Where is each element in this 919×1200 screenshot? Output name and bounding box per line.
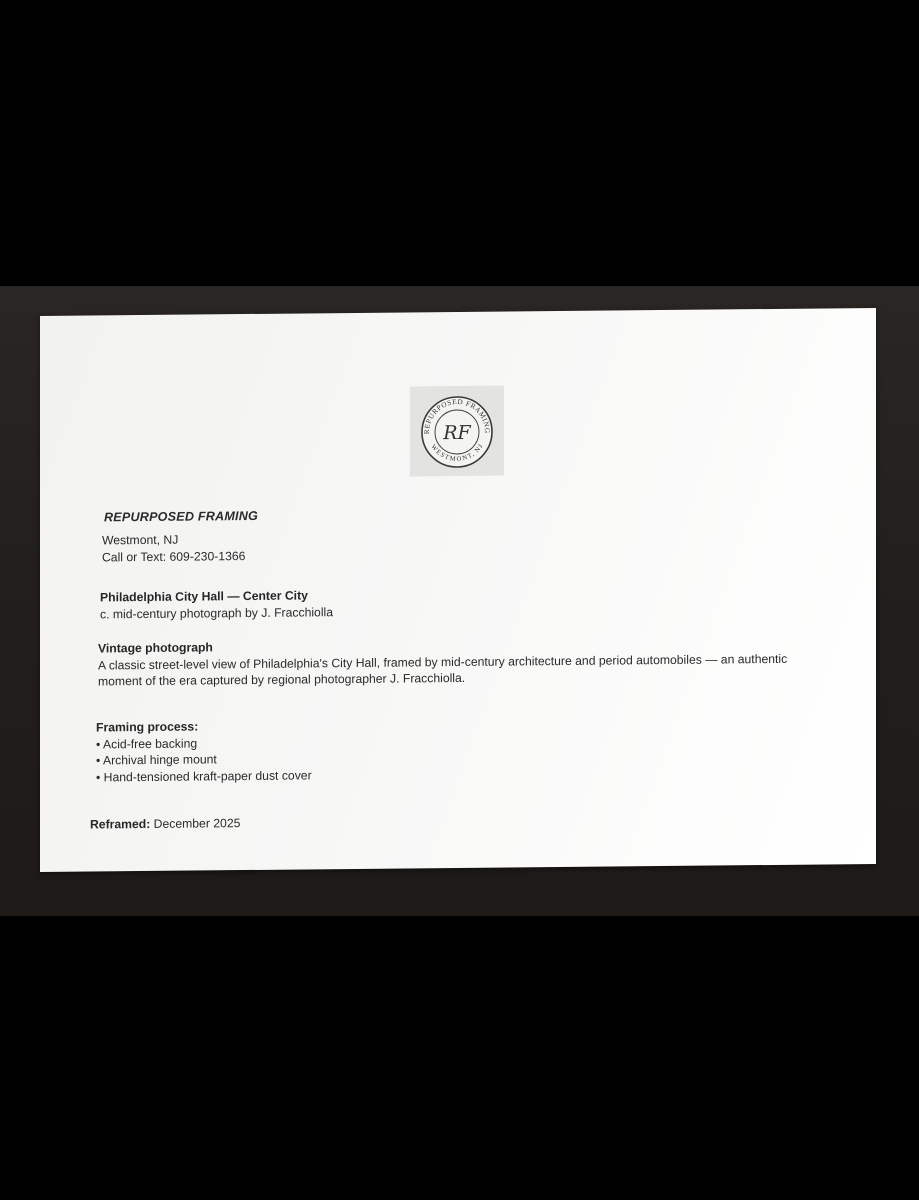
artwork-credit: c. mid-century photograph by J. Fracchiolla [100, 604, 334, 621]
reframed-date: December 2025 [153, 816, 241, 831]
company-name: REPURPOSED FRAMING [104, 508, 259, 525]
reframed-line [90, 809, 850, 833]
company-location: Westmont, NJ [102, 532, 179, 548]
framing-item: • Hand-tensioned kraft-paper dust cover [96, 767, 312, 784]
logo-ring-top-text: REPURPOSED FRAMING [422, 397, 492, 435]
artwork-block [100, 582, 860, 622]
reframed-label: Reframed: [90, 816, 151, 832]
photo-description: A classic street-level view of Philadelphia's City Hall, framed by mid-century architecture and period automobiles — an authentic moment of the era captured by regional photographer J. Fracchiolla. [98, 651, 788, 689]
framing-heading: Framing process: [96, 719, 199, 735]
framing-item: • Acid-free backing [96, 735, 198, 751]
info-card [40, 308, 876, 872]
logo-stamp [410, 386, 504, 477]
company-address-block [102, 525, 862, 565]
framing-process-block [96, 712, 856, 785]
photo-heading: Vintage photograph [98, 640, 213, 656]
logo-monogram: RF [443, 421, 471, 445]
photo-description-block [98, 633, 858, 690]
logo-seal-icon [410, 386, 504, 477]
framing-item: • Archival hinge mount [96, 752, 217, 768]
logo-ring-bottom-text: WESTMONT, NJ [429, 442, 485, 464]
artwork-title: Philadelphia City Hall — Center City [100, 588, 308, 605]
company-phone: Call or Text: 609-230-1366 [102, 548, 246, 564]
